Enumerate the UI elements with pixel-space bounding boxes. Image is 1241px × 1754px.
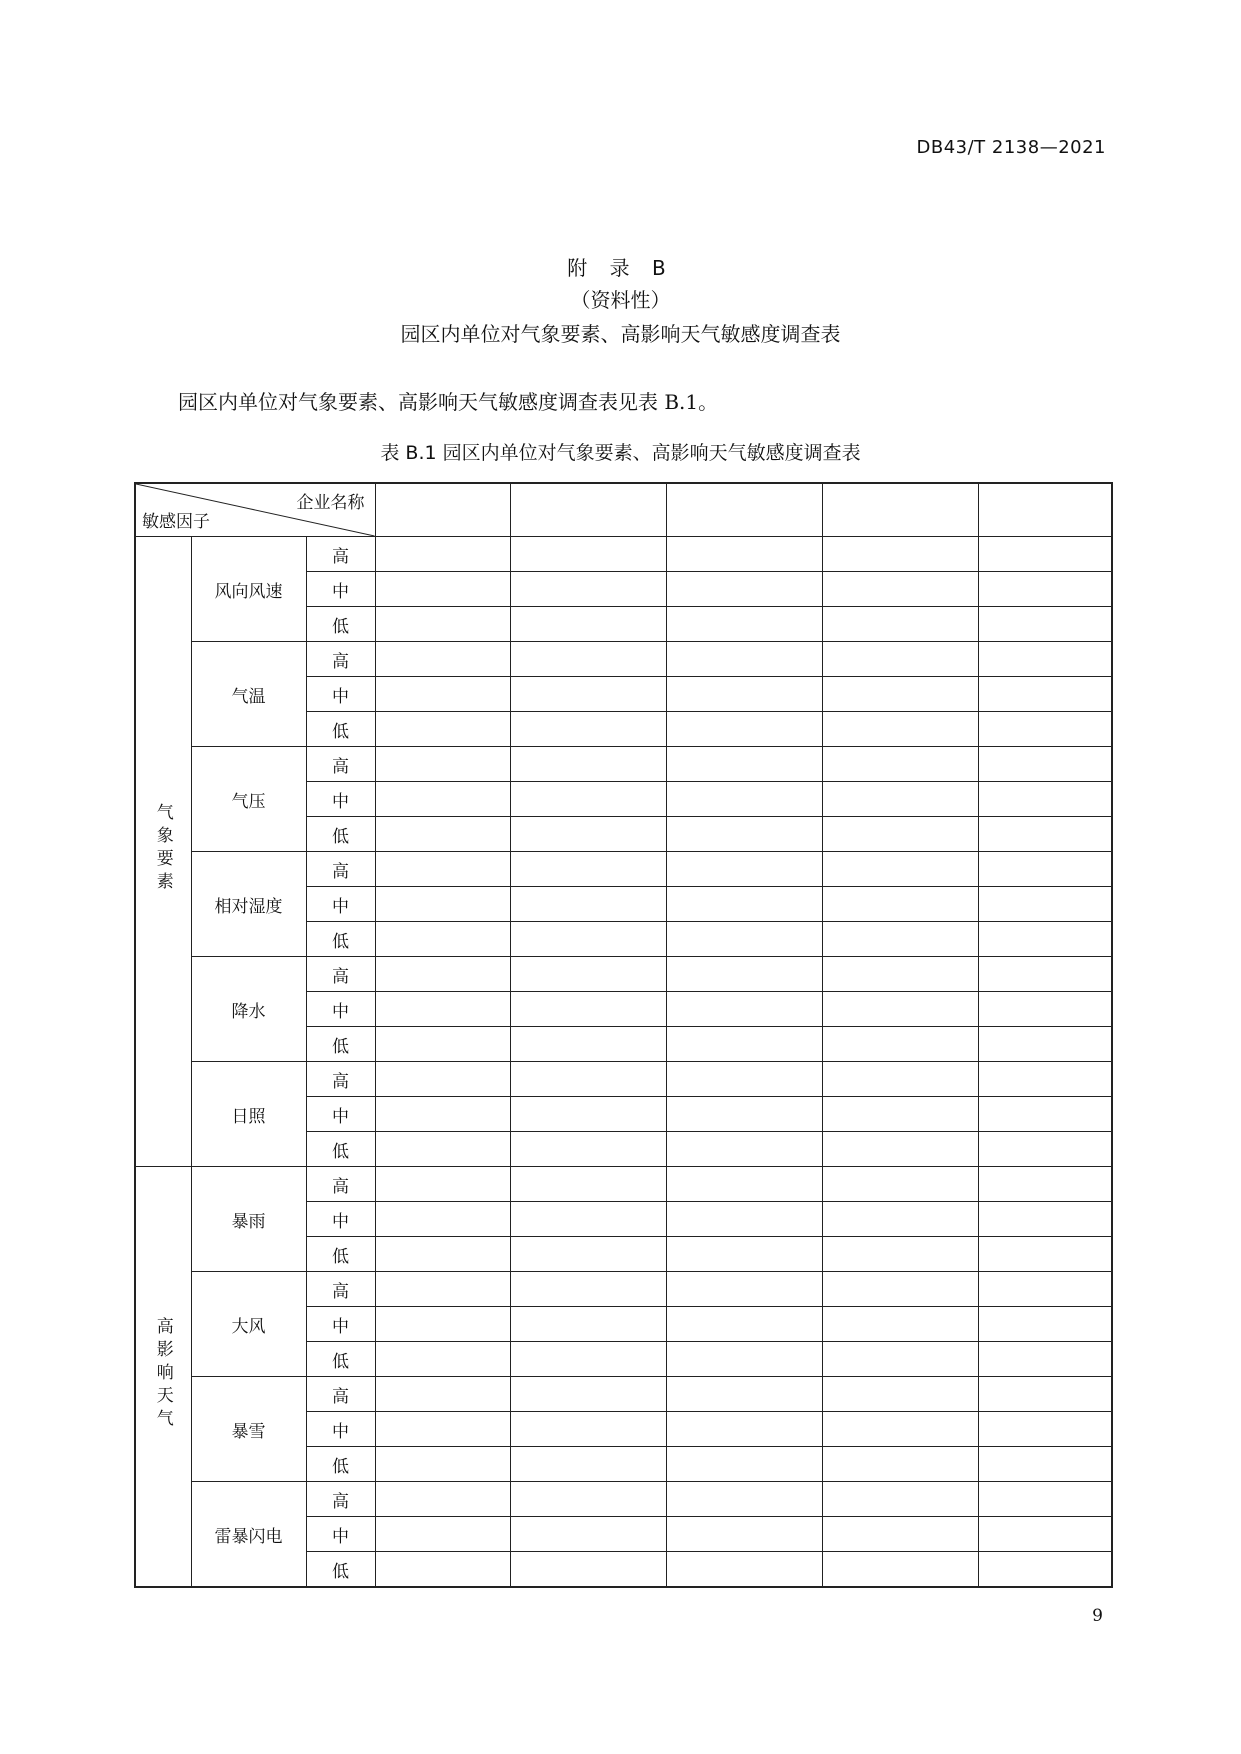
- entry-cell[interactable]: [510, 782, 666, 817]
- entry-cell[interactable]: [510, 1552, 666, 1588]
- entry-cell[interactable]: [978, 992, 1112, 1027]
- company-column-cell[interactable]: [510, 483, 666, 537]
- company-column-cell[interactable]: [978, 483, 1112, 537]
- table-row: [135, 1377, 1112, 1412]
- level-cell: 中: [306, 572, 375, 607]
- entry-cell[interactable]: [666, 1517, 822, 1552]
- entry-cell[interactable]: [510, 642, 666, 677]
- level-cell: 高: [306, 852, 375, 887]
- entry-cell[interactable]: [822, 537, 978, 572]
- entry-cell[interactable]: [666, 1097, 822, 1132]
- entry-cell[interactable]: [666, 712, 822, 747]
- table-row: [135, 1272, 1112, 1307]
- entry-cell[interactable]: [822, 1307, 978, 1342]
- table-caption: 表 B.1 园区内单位对气象要素、高影响天气敏感度调查表: [380, 442, 861, 464]
- table-row: [135, 747, 1112, 782]
- entry-cell[interactable]: [978, 1482, 1112, 1517]
- entry-cell[interactable]: [978, 957, 1112, 992]
- factor-cell: 降水: [191, 957, 306, 1062]
- entry-cell[interactable]: [666, 957, 822, 992]
- entry-cell[interactable]: [375, 712, 510, 747]
- group-label: 高影响天气: [152, 1316, 173, 1432]
- intro-paragraph: 园区内单位对气象要素、高影响天气敏感度调查表见表 B.1。: [178, 390, 719, 414]
- entry-cell[interactable]: [822, 1062, 978, 1097]
- entry-cell[interactable]: [978, 1167, 1112, 1202]
- entry-cell[interactable]: [822, 887, 978, 922]
- entry-cell[interactable]: [822, 1272, 978, 1307]
- level-cell: 高: [306, 1482, 375, 1517]
- entry-cell[interactable]: [978, 1062, 1112, 1097]
- table-row: [135, 537, 1112, 572]
- header-company-name: 企业名称: [296, 493, 365, 513]
- entry-cell[interactable]: [822, 607, 978, 642]
- entry-cell[interactable]: [375, 1272, 510, 1307]
- factor-cell: 气温: [191, 642, 306, 747]
- entry-cell[interactable]: [822, 1027, 978, 1062]
- entry-cell[interactable]: [510, 1342, 666, 1377]
- entry-cell[interactable]: [510, 957, 666, 992]
- diagonal-header-cell: [135, 483, 375, 537]
- entry-cell[interactable]: [978, 782, 1112, 817]
- level-cell: 低: [306, 817, 375, 852]
- entry-cell[interactable]: [510, 1412, 666, 1447]
- entry-cell[interactable]: [375, 1062, 510, 1097]
- factor-cell: 暴雪: [191, 1377, 306, 1482]
- entry-cell[interactable]: [510, 1202, 666, 1237]
- entry-cell[interactable]: [375, 1097, 510, 1132]
- entry-cell[interactable]: [822, 1482, 978, 1517]
- group-cell: [135, 1167, 191, 1588]
- level-cell: 高: [306, 537, 375, 572]
- factor-cell: 暴雨: [191, 1167, 306, 1272]
- level-cell: 低: [306, 1447, 375, 1482]
- entry-cell[interactable]: [822, 922, 978, 957]
- level-cell: 高: [306, 1167, 375, 1202]
- entry-cell[interactable]: [375, 747, 510, 782]
- entry-cell[interactable]: [978, 1517, 1112, 1552]
- entry-cell[interactable]: [510, 1307, 666, 1342]
- entry-cell[interactable]: [978, 1377, 1112, 1412]
- entry-cell[interactable]: [375, 1552, 510, 1588]
- entry-cell[interactable]: [666, 1377, 822, 1412]
- factor-cell: 相对湿度: [191, 852, 306, 957]
- entry-cell[interactable]: [822, 852, 978, 887]
- entry-cell[interactable]: [510, 1097, 666, 1132]
- level-cell: 中: [306, 782, 375, 817]
- group-label: 气象要素: [152, 803, 173, 895]
- entry-cell[interactable]: [822, 992, 978, 1027]
- entry-cell[interactable]: [510, 887, 666, 922]
- entry-cell[interactable]: [375, 537, 510, 572]
- page-number: 9: [1092, 1606, 1103, 1626]
- entry-cell[interactable]: [375, 1412, 510, 1447]
- factor-cell: 气压: [191, 747, 306, 852]
- entry-cell[interactable]: [822, 782, 978, 817]
- appendix-type: （资料性）: [570, 288, 671, 312]
- entry-cell[interactable]: [510, 1167, 666, 1202]
- entry-cell[interactable]: [978, 537, 1112, 572]
- entry-cell[interactable]: [978, 1342, 1112, 1377]
- entry-cell[interactable]: [510, 1027, 666, 1062]
- level-cell: 中: [306, 1307, 375, 1342]
- entry-cell[interactable]: [375, 1482, 510, 1517]
- entry-cell[interactable]: [978, 712, 1112, 747]
- level-cell: 高: [306, 1062, 375, 1097]
- entry-cell[interactable]: [978, 852, 1112, 887]
- entry-cell[interactable]: [978, 1237, 1112, 1272]
- factor-cell: 日照: [191, 1062, 306, 1167]
- level-cell: 中: [306, 1412, 375, 1447]
- level-cell: 低: [306, 1237, 375, 1272]
- entry-cell[interactable]: [822, 747, 978, 782]
- level-cell: 中: [306, 1202, 375, 1237]
- entry-cell[interactable]: [375, 1447, 510, 1482]
- entry-cell[interactable]: [375, 887, 510, 922]
- entry-cell[interactable]: [375, 1517, 510, 1552]
- level-cell: 高: [306, 1272, 375, 1307]
- entry-cell[interactable]: [510, 572, 666, 607]
- entry-cell[interactable]: [510, 922, 666, 957]
- entry-cell[interactable]: [666, 677, 822, 712]
- level-cell: 高: [306, 642, 375, 677]
- level-cell: 低: [306, 712, 375, 747]
- entry-cell[interactable]: [978, 922, 1112, 957]
- entry-cell[interactable]: [666, 1552, 822, 1588]
- level-cell: 低: [306, 1132, 375, 1167]
- table-row: [135, 1062, 1112, 1097]
- entry-cell[interactable]: [978, 1307, 1112, 1342]
- entry-cell[interactable]: [510, 607, 666, 642]
- entry-cell[interactable]: [666, 1062, 822, 1097]
- entry-cell[interactable]: [666, 1307, 822, 1342]
- entry-cell[interactable]: [375, 1377, 510, 1412]
- entry-cell[interactable]: [822, 1377, 978, 1412]
- table-row: [135, 852, 1112, 887]
- entry-cell[interactable]: [375, 1167, 510, 1202]
- entry-cell[interactable]: [375, 677, 510, 712]
- entry-cell[interactable]: [822, 712, 978, 747]
- entry-cell[interactable]: [510, 712, 666, 747]
- entry-cell[interactable]: [510, 1062, 666, 1097]
- entry-cell[interactable]: [978, 887, 1112, 922]
- level-cell: 中: [306, 887, 375, 922]
- level-cell: 低: [306, 1552, 375, 1588]
- entry-cell[interactable]: [666, 887, 822, 922]
- level-cell: 中: [306, 1517, 375, 1552]
- entry-cell[interactable]: [375, 817, 510, 852]
- entry-cell[interactable]: [666, 642, 822, 677]
- entry-cell[interactable]: [510, 747, 666, 782]
- entry-cell[interactable]: [978, 607, 1112, 642]
- entry-cell[interactable]: [978, 1272, 1112, 1307]
- entry-cell[interactable]: [375, 607, 510, 642]
- level-cell: 高: [306, 1377, 375, 1412]
- entry-cell[interactable]: [375, 1202, 510, 1237]
- entry-cell[interactable]: [822, 1447, 978, 1482]
- entry-cell[interactable]: [666, 1272, 822, 1307]
- entry-cell[interactable]: [375, 1307, 510, 1342]
- level-cell: 低: [306, 607, 375, 642]
- level-cell: 中: [306, 992, 375, 1027]
- entry-cell[interactable]: [822, 677, 978, 712]
- entry-cell[interactable]: [666, 922, 822, 957]
- entry-cell[interactable]: [978, 1447, 1112, 1482]
- entry-cell[interactable]: [375, 992, 510, 1027]
- entry-cell[interactable]: [375, 852, 510, 887]
- group-cell: [135, 537, 191, 1167]
- entry-cell[interactable]: [822, 1237, 978, 1272]
- header-sensitivity-factor: 敏感因子: [142, 512, 210, 532]
- entry-cell[interactable]: [510, 852, 666, 887]
- entry-cell[interactable]: [978, 747, 1112, 782]
- entry-cell[interactable]: [666, 1202, 822, 1237]
- factor-cell: 风向风速: [191, 537, 306, 642]
- entry-cell[interactable]: [510, 1237, 666, 1272]
- entry-cell[interactable]: [822, 572, 978, 607]
- appendix-title: 附 录 B: [567, 256, 674, 280]
- entry-cell[interactable]: [666, 782, 822, 817]
- entry-cell[interactable]: [666, 817, 822, 852]
- entry-cell[interactable]: [822, 1132, 978, 1167]
- entry-cell[interactable]: [978, 677, 1112, 712]
- level-cell: 低: [306, 1027, 375, 1062]
- entry-cell[interactable]: [822, 817, 978, 852]
- table-row: [135, 1167, 1112, 1202]
- entry-cell[interactable]: [666, 572, 822, 607]
- entry-cell[interactable]: [375, 1342, 510, 1377]
- entry-cell[interactable]: [978, 1097, 1112, 1132]
- entry-cell[interactable]: [822, 1517, 978, 1552]
- entry-cell[interactable]: [375, 642, 510, 677]
- entry-cell[interactable]: [375, 782, 510, 817]
- entry-cell[interactable]: [666, 1132, 822, 1167]
- entry-cell[interactable]: [666, 1027, 822, 1062]
- entry-cell[interactable]: [666, 537, 822, 572]
- level-cell: 低: [306, 922, 375, 957]
- entry-cell[interactable]: [666, 1447, 822, 1482]
- entry-cell[interactable]: [666, 1342, 822, 1377]
- entry-cell[interactable]: [978, 1552, 1112, 1588]
- table-header-row: [135, 483, 1112, 537]
- entry-cell[interactable]: [822, 1342, 978, 1377]
- entry-cell[interactable]: [822, 1167, 978, 1202]
- entry-cell[interactable]: [978, 1202, 1112, 1237]
- level-cell: 中: [306, 677, 375, 712]
- table-row: [135, 1482, 1112, 1517]
- entry-cell[interactable]: [822, 1412, 978, 1447]
- level-cell: 低: [306, 1342, 375, 1377]
- entry-cell[interactable]: [822, 1097, 978, 1132]
- entry-cell[interactable]: [666, 992, 822, 1027]
- entry-cell[interactable]: [666, 1167, 822, 1202]
- survey-table: [134, 482, 1113, 1588]
- entry-cell[interactable]: [666, 607, 822, 642]
- standard-code: DB43/T 2138—2021: [916, 137, 1106, 158]
- table-row: [135, 642, 1112, 677]
- entry-cell[interactable]: [510, 817, 666, 852]
- entry-cell[interactable]: [666, 747, 822, 782]
- entry-cell[interactable]: [510, 1272, 666, 1307]
- factor-cell: 大风: [191, 1272, 306, 1377]
- entry-cell[interactable]: [666, 1482, 822, 1517]
- entry-cell[interactable]: [978, 1132, 1112, 1167]
- entry-cell[interactable]: [978, 1412, 1112, 1447]
- entry-cell[interactable]: [375, 572, 510, 607]
- entry-cell[interactable]: [978, 1027, 1112, 1062]
- entry-cell[interactable]: [666, 852, 822, 887]
- table-row: [135, 957, 1112, 992]
- factor-cell: 雷暴闪电: [191, 1482, 306, 1588]
- entry-cell[interactable]: [375, 1237, 510, 1272]
- entry-cell[interactable]: [510, 537, 666, 572]
- entry-cell[interactable]: [375, 1027, 510, 1062]
- entry-cell[interactable]: [510, 1447, 666, 1482]
- company-column-cell[interactable]: [822, 483, 978, 537]
- entry-cell[interactable]: [510, 1132, 666, 1167]
- level-cell: 高: [306, 747, 375, 782]
- entry-cell[interactable]: [375, 922, 510, 957]
- entry-cell[interactable]: [510, 677, 666, 712]
- entry-cell[interactable]: [666, 1412, 822, 1447]
- entry-cell[interactable]: [978, 572, 1112, 607]
- entry-cell[interactable]: [666, 1237, 822, 1272]
- entry-cell[interactable]: [510, 1517, 666, 1552]
- entry-cell[interactable]: [978, 642, 1112, 677]
- entry-cell[interactable]: [978, 817, 1112, 852]
- entry-cell[interactable]: [375, 957, 510, 992]
- entry-cell[interactable]: [822, 642, 978, 677]
- entry-cell[interactable]: [510, 1482, 666, 1517]
- entry-cell[interactable]: [822, 957, 978, 992]
- entry-cell[interactable]: [510, 992, 666, 1027]
- level-cell: 中: [306, 1097, 375, 1132]
- entry-cell[interactable]: [510, 1377, 666, 1412]
- entry-cell[interactable]: [822, 1202, 978, 1237]
- entry-cell[interactable]: [822, 1552, 978, 1588]
- company-column-cell[interactable]: [666, 483, 822, 537]
- level-cell: 高: [306, 957, 375, 992]
- appendix-name: 园区内单位对气象要素、高影响天气敏感度调查表: [400, 322, 841, 346]
- company-column-cell[interactable]: [375, 483, 510, 537]
- entry-cell[interactable]: [375, 1132, 510, 1167]
